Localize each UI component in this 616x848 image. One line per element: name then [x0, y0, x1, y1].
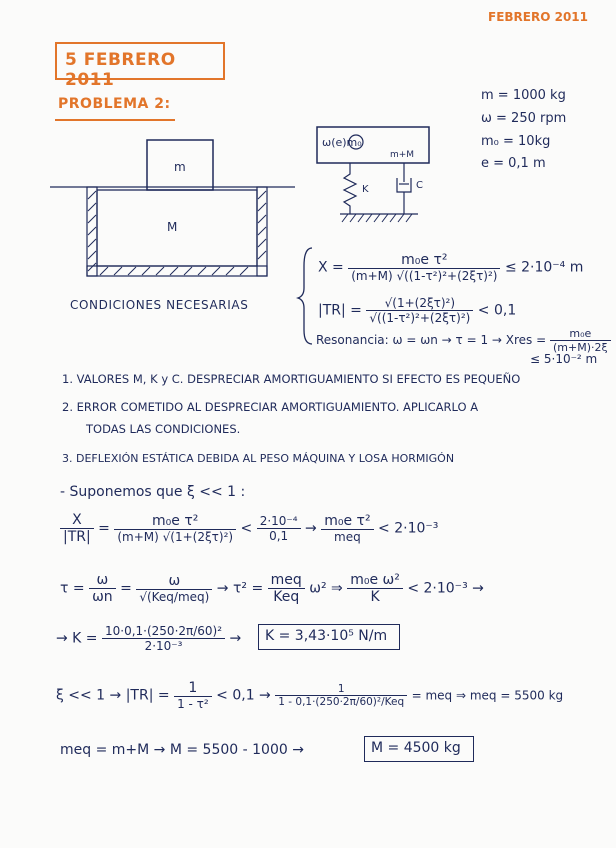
l1-eq: =	[98, 520, 110, 537]
l1-num: m₀e τ²	[114, 513, 236, 530]
resonance-fraction	[550, 327, 611, 354]
list-item-3: 3. DEFLEXIÓN ESTÁTICA DEBIDA AL PESO MÁQUINA Y LOSA HORMIGÓN	[62, 452, 455, 465]
page-date: FEBRERO 2011	[488, 10, 588, 24]
l2-fraction-3	[268, 572, 305, 605]
l2-fraction-2	[136, 573, 212, 604]
x-denominator: (m+M) √((1-τ²)²+(2ξτ)²)	[351, 269, 498, 283]
work-line-2	[60, 572, 484, 605]
l4-lhs: ξ << 1 → |TR| =	[56, 687, 170, 704]
l4-n2: 1	[275, 683, 407, 696]
k-answer: K = 3,43·10⁵ N/m	[265, 628, 388, 644]
tr-fraction	[366, 296, 473, 325]
tr-lhs: |TR| =	[318, 302, 362, 319]
problem-underline	[55, 119, 175, 121]
spring-k-label: K	[362, 184, 369, 195]
x-limit: ≤ 2·10⁻⁴ m	[504, 259, 584, 276]
foundation-diagram	[50, 135, 300, 280]
l1-fraction-3	[321, 513, 373, 544]
list-item-2: 2. ERROR COMETIDO AL DESPRECIAR AMORTIGUAMIENTO. APLICARLO A	[62, 400, 479, 414]
l2-n1: ω	[89, 572, 116, 589]
l1-den2: 0,1	[269, 529, 289, 543]
resonance-limit: ≤ 5·10⁻² m	[530, 352, 598, 366]
l4-rhs: = meq ⇒ meq = 5500 kg	[411, 688, 564, 703]
param-m0: m₀ = 10kg	[481, 134, 551, 149]
work-line-1	[60, 512, 438, 545]
damper-c-label: C	[416, 180, 423, 191]
l4-d1: 1 - τ²	[177, 697, 209, 711]
M-answer-box	[364, 736, 474, 762]
l4-d2: 1 - 0,1·(250·2π/60)²/Keq	[278, 696, 405, 708]
condition-x	[318, 252, 583, 283]
l1-arrow: →	[305, 520, 317, 537]
condition-resonance	[316, 327, 611, 354]
model-diagram	[312, 122, 437, 232]
l2-d2: √(Keq/meq)	[139, 590, 210, 604]
resonance-numerator: m₀e	[550, 327, 611, 341]
l1-rhs: < 2·10⁻³	[378, 520, 439, 537]
resonance-denominator: (m+M)·2ξ	[553, 341, 608, 354]
l2-n4: m₀e ω²	[347, 572, 403, 589]
condition-tr	[318, 296, 516, 325]
work-line-5: meq = m+M → M = 5500 - 1000 →	[60, 742, 304, 758]
l2-n2: ω	[136, 573, 212, 590]
block-label: ω(e)m₀	[322, 136, 362, 149]
l1-lhs-num: X	[60, 512, 94, 529]
conditions-brace	[296, 246, 316, 346]
l1-fraction	[114, 513, 236, 544]
work-line-4	[56, 680, 563, 711]
l2-d3: Keq	[273, 589, 300, 605]
page-title: 5 FEBRERO 2011	[65, 50, 176, 90]
l1-num3: m₀e τ²	[321, 513, 373, 530]
k-answer-box	[258, 624, 400, 650]
tr-numerator: √(1+(2ξτ)²)	[366, 296, 473, 311]
l3-k: → K =	[56, 630, 98, 647]
l4-fraction-2	[275, 683, 407, 708]
l3-arrow: →	[229, 630, 242, 647]
l1-lhs-den: |TR|	[63, 529, 91, 545]
problem-label: PROBLEMA 2:	[58, 96, 171, 112]
mass-M-label: M	[167, 220, 178, 234]
l1-den: (m+M) √(1+(2ξτ)²)	[117, 530, 234, 544]
resonance-text: Resonancia: ω = ωn → τ = 1 → Xres =	[316, 333, 547, 347]
l3-fraction	[102, 624, 225, 653]
param-w: ω = 250 rpm	[481, 111, 567, 126]
assumption: - Suponemos que ξ << 1 :	[60, 484, 246, 500]
x-lhs: X =	[318, 259, 344, 276]
conditions-label: CONDICIONES NECESARIAS	[70, 298, 249, 312]
l2-d1: ωn	[92, 589, 113, 605]
x-numerator: m₀e τ²	[348, 252, 500, 269]
param-m: m = 1000 kg	[481, 88, 566, 103]
l3-num: 10·0,1·(250·2π/60)²	[102, 624, 225, 639]
l1-num2: 2·10⁻⁴	[257, 514, 301, 529]
l2-w2: ω²	[309, 580, 327, 597]
l1-lt: <	[240, 520, 253, 537]
x-over-tr	[60, 512, 94, 545]
l4-n1: 1	[174, 680, 212, 697]
l2-mid: → τ² =	[216, 580, 264, 597]
l2-fraction-1	[89, 572, 116, 605]
title-box	[55, 42, 225, 90]
l2-d4: K	[370, 589, 380, 605]
l2-eq: =	[120, 580, 132, 597]
work-line-3	[56, 624, 241, 653]
M-answer: M = 4500 kg	[371, 740, 461, 756]
list-item-1: 1. VALORES M, K y C. DESPRECIAR AMORTIGUAMIENTO SI EFECTO ES PEQUEÑO	[62, 372, 521, 386]
l2-arrow: ⇒	[331, 580, 343, 597]
l4-fraction-1	[174, 680, 212, 711]
l4-mid: < 0,1 →	[216, 687, 271, 704]
l2-fraction-4	[347, 572, 403, 605]
l3-den: 2·10⁻³	[144, 639, 183, 653]
block-mass-label: m+M	[390, 150, 415, 160]
l2-tau: τ =	[60, 580, 85, 597]
x-fraction	[348, 252, 500, 283]
l1-fraction-2	[257, 514, 301, 543]
param-e: e = 0,1 m	[481, 156, 546, 171]
l1-den3: meq	[334, 530, 361, 544]
tr-denominator: √((1-τ²)²+(2ξτ)²)	[369, 311, 471, 325]
l2-rhs: < 2·10⁻³ →	[407, 580, 484, 597]
mass-m-label: m	[174, 160, 186, 174]
l2-n3: meq	[268, 572, 305, 589]
list-item-2b: TODAS LAS CONDICIONES.	[86, 422, 241, 436]
tr-limit: < 0,1	[477, 302, 517, 319]
